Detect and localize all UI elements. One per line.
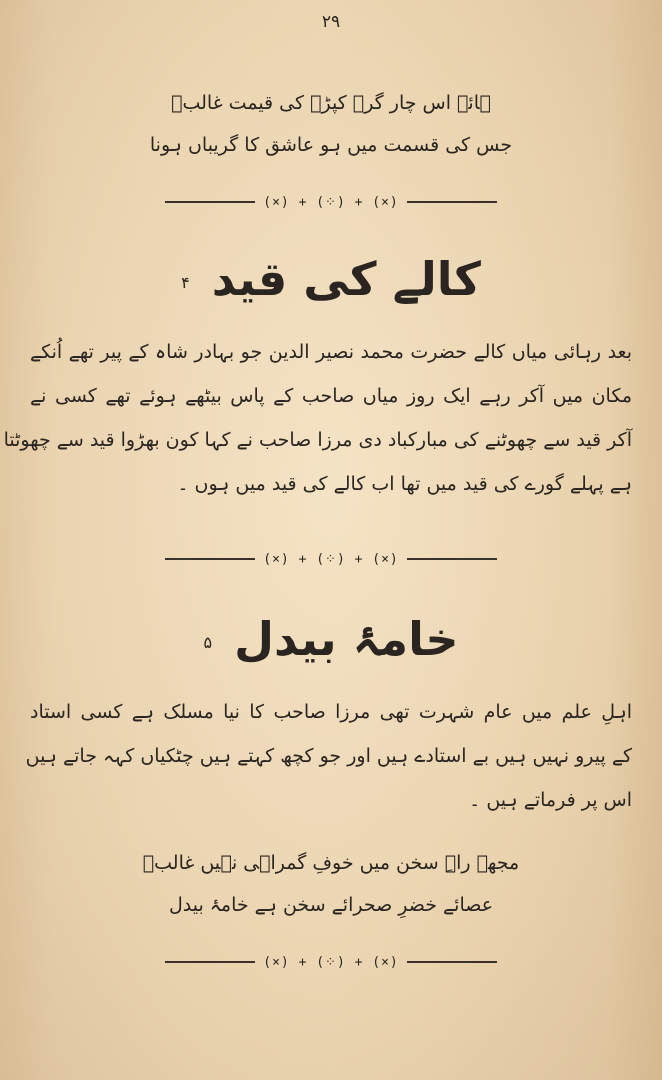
- divider-rule: [407, 961, 497, 963]
- section-divider: [0, 549, 662, 569]
- paragraph-line: ہے پہلے گورے کی قید میں تھا اب کالے کی قید میں ہوں ۔: [177, 473, 632, 495]
- divider-rule: [407, 558, 497, 560]
- section-divider: [0, 952, 662, 972]
- section-paragraph: [0, 330, 662, 506]
- divider-rule: [407, 201, 497, 203]
- couplet-line: مجھے راہِ سخن میں خوفِ گمراہی نہیں غالبؔ: [142, 852, 520, 874]
- paragraph-line: بعد رہائی میاں کالے حضرت محمد نصیر الدین جو بہادر شاہ کے پیر تھے اُنکے: [30, 341, 632, 363]
- closing-couplet: [0, 842, 662, 926]
- divider-ornament: (×) + (⁘) + (×): [263, 954, 399, 970]
- section-heading: [0, 252, 662, 306]
- paragraph-line: کے پیرو نہیں ہیں بے استادے ہیں اور جو کچھ کہتے ہیں چٹکیاں کہہ جاتے ہیں: [25, 745, 632, 767]
- section-number: ۵: [203, 633, 213, 652]
- paragraph-line: اس پر فرماتے ہیں ۔: [469, 789, 632, 811]
- couplet-line: عصائے خضرِ صحرائے سخن ہے خامۂ بیدل: [168, 894, 494, 916]
- divider-rule: [165, 201, 255, 203]
- paragraph-line: مکان میں آکر رہے ایک روز میاں صاحب کے پاس بیٹھے ہوئے تھے کسی نے: [30, 385, 632, 407]
- couplet-line: ہائے اس چار گرہ کپڑے کی قیمت غالبؔ: [171, 92, 491, 114]
- paragraph-line: اہلِ علم میں عام شہرت تھی مرزا صاحب کا نیا مسلک ہے کسی استاد: [30, 701, 632, 723]
- opening-couplet: [0, 82, 662, 166]
- section-title: خامۂ بیدل: [234, 612, 459, 666]
- divider-ornament: (×) + (⁘) + (×): [263, 194, 399, 210]
- divider-rule: [165, 558, 255, 560]
- section-title: کالے کی قید: [211, 252, 481, 306]
- page-number: ۲۹: [321, 12, 341, 32]
- divider-rule: [165, 961, 255, 963]
- section-divider: [0, 192, 662, 212]
- paragraph-line: آکر قید سے چھوٹنے کی مبارکباد دی مرزا صاحب نے کہا کون بھڑوا قید سے چھوٹتا: [3, 429, 632, 451]
- section-number: ۴: [181, 273, 190, 292]
- divider-ornament: (×) + (⁘) + (×): [263, 551, 399, 567]
- couplet-line: جس کی قسمت میں ہو عاشق کا گریباں ہونا: [149, 134, 513, 156]
- section-paragraph: [0, 690, 662, 822]
- section-heading: [0, 612, 662, 666]
